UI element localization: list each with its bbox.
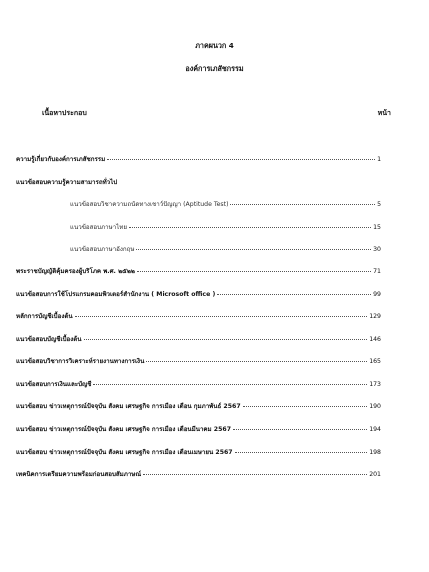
- toc-label: หลักการบัญชีเบื้องต้น: [16, 313, 73, 320]
- leader-dots: [93, 384, 367, 385]
- toc-label: แนวข้อสอบภาษาอังกฤษ: [70, 246, 135, 253]
- toc-row: [70, 244, 381, 254]
- toc-label: แนวข้อสอบวิชาการวิเคราะห์รายงานทางการเงิน: [16, 358, 145, 365]
- leader-dots: [136, 249, 371, 250]
- toc-page: 99: [373, 291, 381, 298]
- toc-label: แนวข้อสอบ ข่าวเหตุการณ์ปัจจุบัน สังคม เศรษฐกิจ การเมือง เดือน กุมภาพันธ์ 2567: [16, 403, 241, 410]
- toc-label: แนวข้อสอบการเงินและบัญชี: [16, 381, 92, 388]
- toc-row: [16, 154, 381, 164]
- toc-page: 15: [373, 224, 381, 231]
- toc-page: 30: [373, 246, 381, 253]
- toc-row: [16, 177, 381, 187]
- toc-label: แนวข้อสอบ ข่าวเหตุการณ์ปัจจุบัน สังคม เศรษฐกิจ การเมือง เดือนเมษายน 2567: [16, 449, 233, 456]
- toc-page: 71: [373, 268, 381, 275]
- leader-dots: [233, 429, 367, 430]
- toc-label: แนวข้อสอบ ข่าวเหตุการณ์ปัจจุบัน สังคม เศรษฐกิจ การเมือง เดือนมีนาคม 2567: [16, 426, 232, 433]
- appendix-title: ภาคผนวก 4: [195, 41, 234, 50]
- toc-row: [70, 199, 381, 209]
- leader-dots: [137, 271, 371, 272]
- toc-page: 129: [369, 313, 381, 320]
- leader-dots: [143, 474, 367, 475]
- toc-row: [16, 266, 381, 276]
- leader-dots: [146, 361, 367, 362]
- toc-label: แนวข้อสอบวิชาความถนัดทางเชาว์ปัญญา (Aptitude Test): [70, 201, 229, 208]
- contents-header: เนื้อหาประกอบ: [42, 109, 87, 117]
- toc-row: [16, 469, 381, 479]
- toc-label: แนวข้อสอบภาษาไทย: [70, 224, 127, 231]
- leader-dots: [217, 294, 371, 295]
- toc-row: [16, 289, 381, 299]
- toc-row: [16, 334, 381, 344]
- leader-dots: [129, 227, 371, 228]
- toc-page: 1: [377, 156, 381, 163]
- toc-page: 5: [377, 201, 381, 208]
- toc-page: 165: [369, 358, 381, 365]
- toc-page: 201: [369, 471, 381, 478]
- toc-label: เทคนิคการเตรียมความพร้อมก่อนสอบสัมภาษณ์: [16, 471, 142, 478]
- organization-title: องค์การเภสัชกรรม: [185, 64, 244, 73]
- toc-label: แนวข้อสอบการใช้โปรแกรมคอมพิวเตอร์สำนักงาน ( Microsoft office ): [16, 291, 216, 298]
- leader-dots: [230, 204, 375, 205]
- toc-row: [16, 447, 381, 457]
- toc-page: 190: [369, 403, 381, 410]
- leader-dots: [107, 159, 375, 160]
- toc-label: แนวข้อสอบความรู้ความสามารถทั่วไป: [16, 179, 118, 186]
- toc-row: [16, 401, 381, 411]
- toc-page: 173: [369, 381, 381, 388]
- leader-dots: [84, 339, 368, 340]
- toc-row: [16, 356, 381, 366]
- toc-row: [16, 311, 381, 321]
- toc-label: แนวข้อสอบบัญชีเบื้องต้น: [16, 336, 82, 343]
- toc-label: ความรู้เกี่ยวกับองค์การเภสัชกรรม: [16, 156, 106, 163]
- toc-page: 194: [369, 426, 381, 433]
- leader-dots: [75, 316, 368, 317]
- leader-dots: [243, 406, 368, 407]
- toc-row: [16, 424, 381, 434]
- toc-row: [70, 222, 381, 232]
- toc-page: 198: [369, 449, 381, 456]
- toc-page: 146: [369, 336, 381, 343]
- leader-dots: [235, 452, 368, 453]
- toc-label: พระราชบัญญัติคุ้มครองผู้บริโภค พ.ศ. ๒๕๒๒: [16, 268, 135, 275]
- page-column-header: หน้า: [377, 109, 391, 117]
- toc-row: [16, 379, 381, 389]
